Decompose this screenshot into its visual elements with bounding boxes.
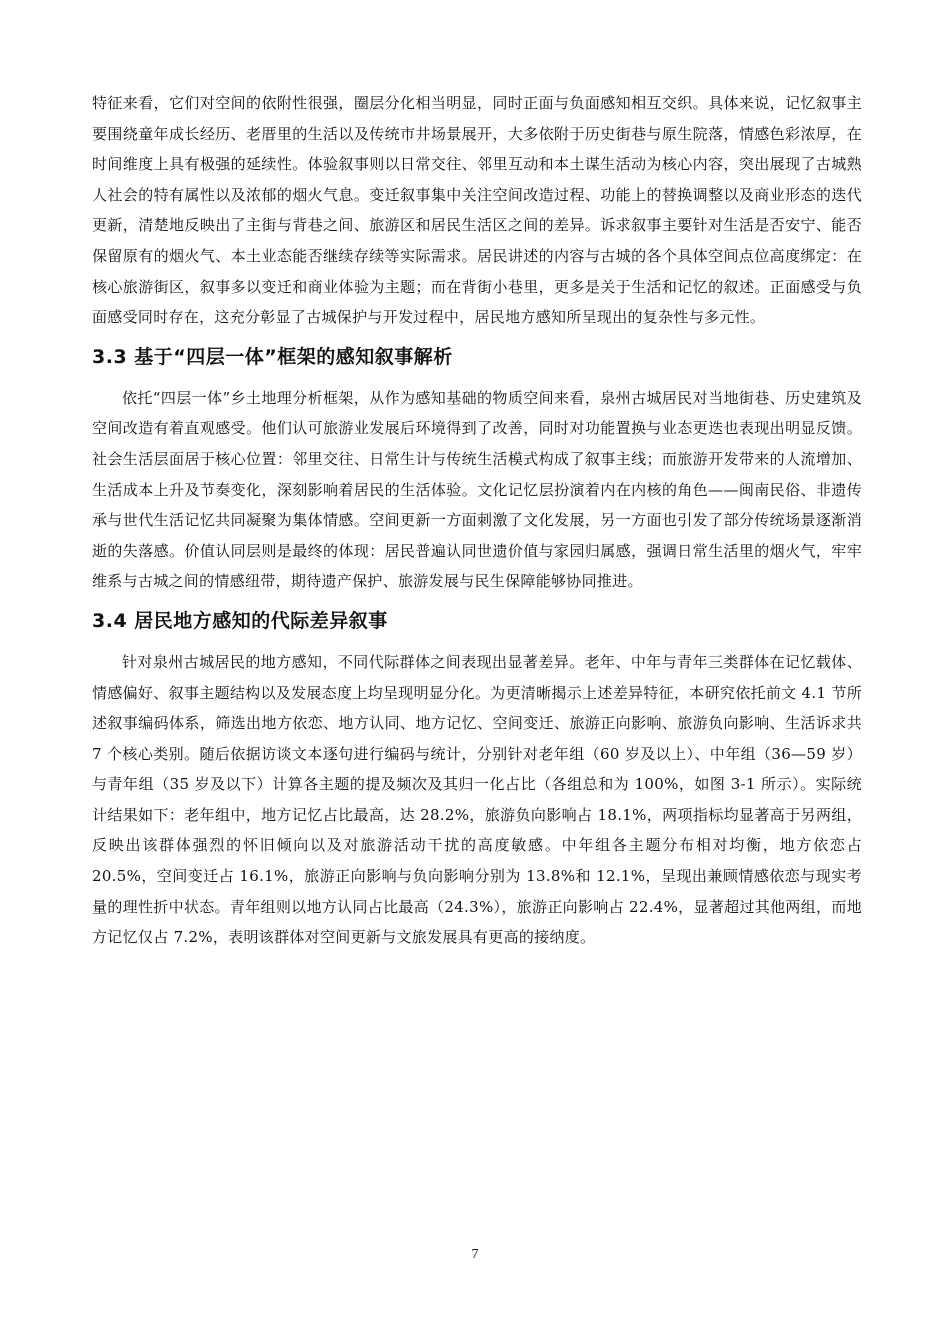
paragraph-generational-differences: 针对泉州古城居民的地方感知，不同代际群体之间表现出显著差异。老年、中年与青年三类群体在记忆载体、情感偏好、叙事主题结构以及发展态度上均呈现明显分化。为更清晰揭示上述差异特征，本研究依托前文 4.1 节所述叙事编码体系，筛选出地方依恋、地方认同、地方记忆、空间变迁、旅游正向影响、旅游负向影响、生活诉求共 7 个核心类别。随后依据访谈文本逐句进行编码与统计，分别针对老年组（60 岁及以上）、中年组（36—59 岁）与青年组（35 岁及以下）计算各主题的提及频次及其归一化占比（各组总和为 100%，如图 3-1 所示）。实际统计结果如下：老年组中，地方记忆占比最高，达 28.2%，旅游负向影响占 18.1%，两项指标均显著高于另两组，反映出该群体强烈的怀旧倾向以及对旅游活动干扰的高度敏感。中年组各主题分布相对均衡，地方依恋占 20.5%，空间变迁占 16.1%，旅游正向影响与负向影响分别为 13.8%和 12.1%，呈现出兼顾情感依恋与现实考量的理性折中状态。青年组则以地方认同占比最高（24.3%），旅游正向影响占 22.4%，显著超过其他两组，而地方记忆仅占 7.2%，表明该群体对空间更新与文旅发展具有更高的接纳度。 bbox=[92, 652, 862, 947]
section-heading-3-3: 3.3 基于“四层一体”框架的感知叙事解析 bbox=[92, 345, 453, 368]
paragraph-spatial-narrative: 特征来看，它们对空间的依附性很强，圈层分化相当明显，同时正面与负面感知相互交织。具体来说，记忆叙事主要围绕童年成长经历、老厝里的生活以及传统市井场景展开，大多依附于历史街巷与原生院落，情感色彩浓厚，在时间维度上具有极强的延续性。体验叙事则以日常交往、邻里互动和本土谋生活动为核心内容，突出展现了古城熟人社会的特有属性以及浓郁的烟火气息。变迁叙事集中关注空间改造过程、功能上的替换调整以及商业形态的迭代更新，清楚地反映出了主街与背巷之间、旅游区和居民生活区之间的差异。诉求叙事主要针对生活是否安宁、能否保留原有的烟火气、本土业态能否继续存续等实际需求。居民讲述的内容与古城的各个具体空间点位高度绑定：在核心旅游街区，叙事多以变迁和商业体验为主题；而在背街小巷里，更多是关于生活和记忆的叙述。正面感受与负面感受同时存在，这充分彰显了古城保护与开发过程中，居民地方感知所呈现出的复杂性与多元性。 bbox=[92, 94, 862, 327]
section-heading-3-4: 3.4 居民地方感知的代际差异叙事 bbox=[92, 609, 388, 632]
document-body bbox=[92, 88, 862, 953]
page-number: 7 bbox=[471, 1247, 479, 1262]
paragraph-four-layer-framework: 依托“四层一体”乡土地理分析框架，从作为感知基础的物质空间来看，泉州古城居民对当地街巷、历史建筑及空间改造有着直观感受。他们认可旅游业发展后环境得到了改善，同时对功能置换与业态更迭也表现出明显反馈。社会生活层面居于核心位置：邻里交往、日常生计与传统生活模式构成了叙事主线；而旅游开发带来的人流增加、生活成本上升及节奏变化，深刻影响着居民的生活体验。文化记忆层扮演着内在内核的角色——闽南民俗、非遗传承与世代生活记忆共同凝聚为集体情感。空间更新一方面刺激了文化发展，另一方面也引发了部分传统场景逐渐消逝的失落感。价值认同层则是最终的体现：居民普遍认同世遗价值与家园归属感，强调日常生活里的烟火气，牢牢维系与古城之间的情感纽带，期待遗产保护、旅游发展与民生保障能够协同推进。 bbox=[92, 388, 862, 591]
